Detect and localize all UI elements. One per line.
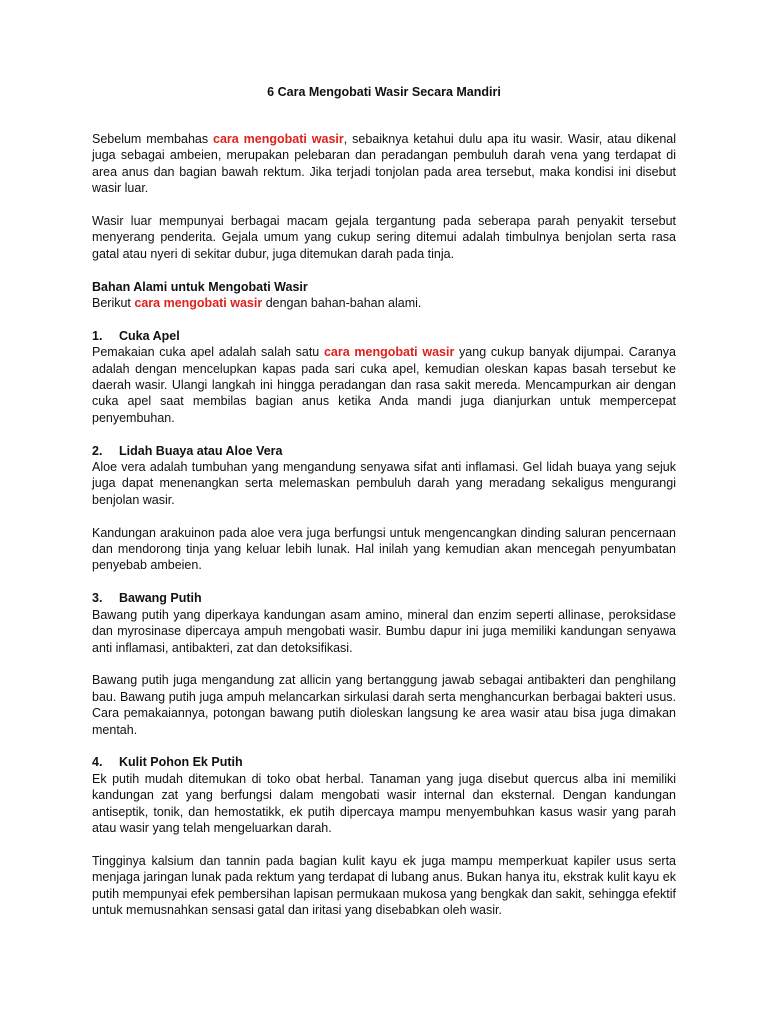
item-title: Bawang Putih [119,591,202,606]
section-lead-before: Berikut [92,296,135,311]
item-title: Cuka Apel [119,328,180,343]
item-title: Lidah Buaya atau Aloe Vera [119,443,283,458]
intro-paragraph-1 [92,131,676,197]
intro-text-before: Sebelum membahas [92,132,214,146]
section-lead-after: dengan bahan-bahan alami. [262,296,422,311]
keyword-link[interactable]: cara mengobati wasir [323,345,455,360]
item-heading [92,590,676,606]
intro-paragraph-2: Wasir luar mempunyai berbagai macam gejala tergantung pada seberapa parah penyakit tersebut menyerang penderita. Gejala umum yang cukup sering ditemui adalah timbulnya benjolan serta rasa gatal atau nyeri di sekitar dubur, juga ditemukan darah pada tinja. [92,214,676,261]
item-heading [92,328,676,344]
item-paragraph: Aloe vera adalah tumbuhan yang mengandung senyawa sifat anti inflamasi. Gel lidah buaya yang sejuk juga dapat menenangkan serta melemaskan pembuluh darah yang meradang sekaligus mengurangi benjolan wasir. [92,460,676,507]
item-paragraph: Bawang putih yang diperkaya kandungan asam amino, mineral dan enzim seperti allinase, peroksidase dan myrosinase dipercaya ampuh mengobati wasir. Bumbu dapur ini juga memiliki kandungan senyawa anti inflamasi, antibakteri, zat dan detoksifikasi. [92,607,676,655]
item-number: 2. [92,443,103,458]
item-title: Kulit Pohon Ek Putih [119,755,243,770]
item-paragraph: Bawang putih juga mengandung zat allicin yang bertanggung jawab sebagai antibakteri dan penghilang bau. Bawang putih juga ampuh melancarkan sirkulasi darah serta menghancurkan berbagai bakteri usus. Cara pemakaiannya, potongan bawang putih dioleskan langsung ke area wasir atau bisa juga dimakan mentah. [92,673,676,737]
section-heading: Bahan Alami untuk Mengobati Wasir [92,279,308,294]
item-heading [92,754,676,770]
keyword-link[interactable]: cara mengobati wasir [134,296,263,311]
document-title: 6 Cara Mengobati Wasir Secara Mandiri [267,85,501,99]
item-heading [92,443,676,459]
item-number: 3. [92,591,103,606]
item-paragraph [92,344,676,426]
item-number: 1. [92,328,103,343]
intro-text-after: , sebaiknya ketahui dulu apa itu wasir. Wasir, atau dikenal juga sebagai ambeien, merupakan pelebaran dan peradangan pembuluh darah vena yang terdapat di area anus dan bagian bawah rektum. Jika terjadi tonjolan pada area tersebut, maka kondisi ini disebut wasir luar. [92,132,676,196]
item-number: 4. [92,755,103,770]
item-text-before: Pemakaian cuka apel adalah salah satu [92,345,324,360]
item-paragraph: Tingginya kalsium dan tannin pada bagian kulit kayu ek juga mampu memperkuat kapiler usus serta menjaga jaringan lunak pada rektum yang terdapat di lubang anus. Bukan hanya itu, ekstrak kulit kayu ek putih mempunyai efek pembersihan lapisan permukaan mukosa yang bengkak dan sakit, sehingga efektif untuk memusnahkan sensasi gatal dan iritasi yang disebabkan oleh wasir. [92,853,676,917]
item-paragraph: Ek putih mudah ditemukan di toko obat herbal. Tanaman yang juga disebut quercus alba ini memiliki kandungan zat yang berfungsi dalam mengobati wasir internal dan eksternal. Dengan kandungan antiseptik, tonik, dan hemostatikk, ek putih dipercaya mampu menyembuhkan kasus wasir yang parah atau wasir yang telah mengeluarkan darah. [92,771,676,835]
item-paragraph: Kandungan arakuinon pada aloe vera juga berfungsi untuk mengencangkan dinding saluran pencernaan dan mendorong tinja yang keluar lebih lunak. Hal inilah yang kemudian akan mencegah penyumbatan penyebab ambeien. [92,525,676,573]
section-lead [92,295,676,311]
item-text-after: yang cukup banyak dijumpai. Caranya adalah dengan mencelupkan kapas pada sari cuka apel, kemudian oleskan kapas basah tersebut ke daerah wasir. Ulangi langkah ini hingga peradangan dan rasa sakit mereda. Mencampurkan air dengan cuka apel saat membilas bagian anus ketika Anda mandi juga dianjurkan untuk mempercepat penyembuhan. [92,345,677,425]
keyword-link[interactable]: cara mengobati wasir [213,132,344,146]
